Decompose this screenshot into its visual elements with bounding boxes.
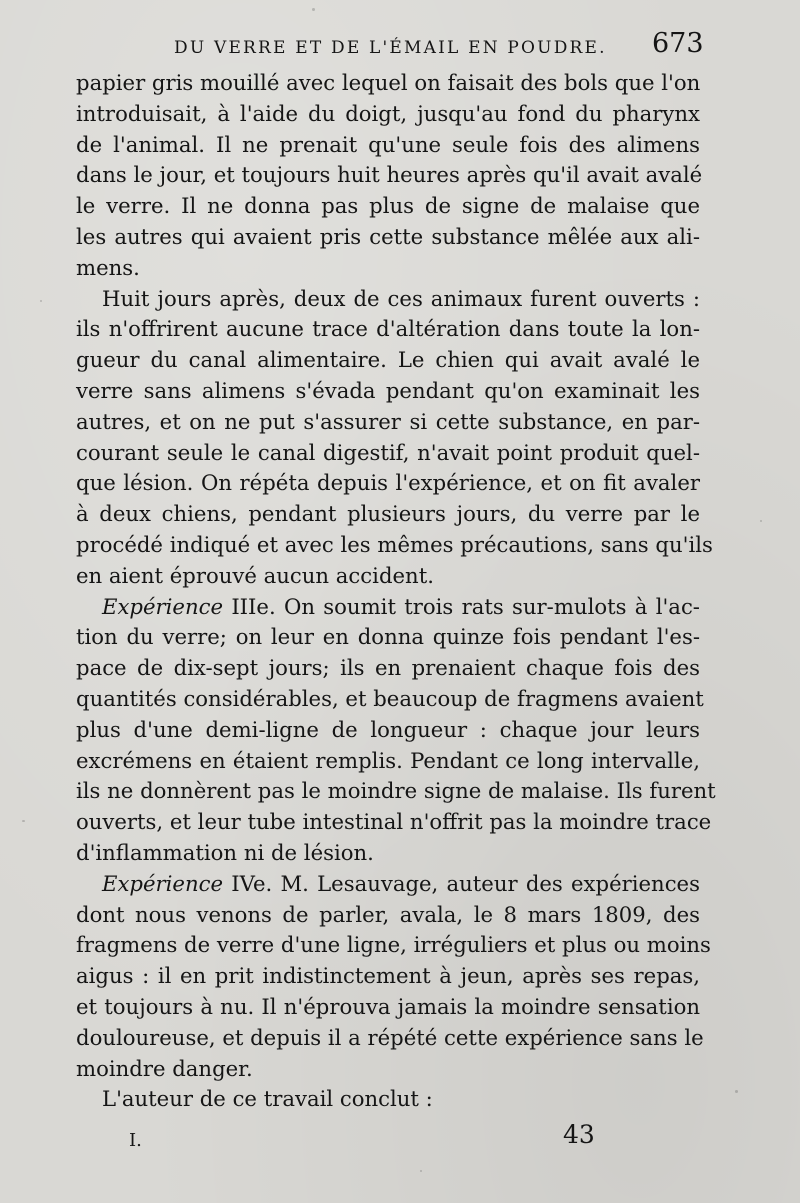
text-line: Huit jours après, deux de ces animaux furent ouverts : <box>102 285 700 311</box>
paragraph-huit-jours <box>76 284 713 592</box>
text-line: gueur du canal alimentaire. Le chien qui avait avalé le <box>76 347 700 373</box>
text-line: tion du verre; on leur en donna quinze fois pendant l'es- <box>76 624 700 650</box>
text-line: ils n'offrirent aucune trace d'altération dans toute la lon- <box>76 316 700 342</box>
paper-speck <box>22 820 25 822</box>
paper-speck <box>735 1090 738 1093</box>
text-line: verre sans alimens s'évada pendant qu'on examinait les <box>76 377 700 403</box>
text-line: ouverts, et leur tube intestinal n'offrit pas la moindre trace <box>76 809 712 835</box>
sheet-number: 43 <box>563 1120 595 1149</box>
text-line: plus d'une demi-ligne de longueur : chaque jour leurs <box>76 716 700 742</box>
paragraph-experience-3 <box>76 592 716 869</box>
running-title: DU VERRE ET DE L'ÉMAIL EN POUDRE. <box>174 38 607 58</box>
text-line: le verre. Il ne donna pas plus de signe de malaise que <box>76 193 700 219</box>
text-line: en aient éprouvé aucun accident. <box>76 562 434 588</box>
text-line: ils ne donnèrent pas le moindre signe de malaise. Ils furent <box>76 778 716 804</box>
text-line: quantités considérables, et beaucoup de fragmens avaient <box>76 685 704 711</box>
text-line: à deux chiens, pendant plusieurs jours, du verre par le <box>76 501 700 527</box>
text-line: aigus : il en prit indistinctement à jeun, après ses repas, <box>76 963 700 989</box>
signature-mark: I. <box>129 1130 142 1151</box>
page-footer <box>0 1120 800 1160</box>
text-line: mens. <box>76 254 140 280</box>
text-line: les autres qui avaient pris cette substance mêlée aux ali- <box>76 223 700 249</box>
text-line <box>76 869 700 900</box>
text-line: moindre danger. <box>76 1055 253 1081</box>
text-fragment: On soumit trois rats sur-mulots à l'ac- <box>284 593 700 619</box>
text-line: et toujours à nu. Il n'éprouva jamais la moindre sensation <box>76 993 700 1019</box>
text-line: courant seule le canal digestif, n'avait point produit quel- <box>76 439 700 465</box>
experience-ordinal: IVe. <box>231 870 273 896</box>
text-line: dans le jour, et toujours huit heures après qu'il avait avalé <box>76 162 703 188</box>
page-number: 673 <box>652 28 704 59</box>
paper-speck <box>760 520 762 522</box>
text-line <box>76 592 700 623</box>
experience-label: Expérience <box>102 870 224 896</box>
text-line: fragmens de verre d'une ligne, irréguliers et plus ou moins <box>76 932 711 958</box>
text-line: autres, et on ne put s'assurer si cette substance, en par- <box>76 408 700 434</box>
paragraph-experience-4 <box>76 869 711 1085</box>
paper-speck <box>312 8 315 11</box>
paragraph-conclusion <box>76 1084 700 1115</box>
text-line: d'inflammation ni de lésion. <box>76 839 374 865</box>
text-fragment: M. Lesauvage, auteur des expériences <box>280 870 700 896</box>
paper-speck <box>420 1170 422 1172</box>
text-line: papier gris mouillé avec lequel on faisait des bols que l'on <box>76 70 701 95</box>
text-line: que lésion. On répéta depuis l'expérience, et on fit avaler <box>76 470 700 496</box>
experience-ordinal: IIIe. <box>231 593 276 619</box>
text-line: de l'animal. Il ne prenait qu'une seule fois des alimens <box>76 131 700 157</box>
text-line: pace de dix-sept jours; ils en prenaient chaque fois des <box>76 655 700 681</box>
text-line: excrémens en étaient remplis. Pendant ce long intervalle, <box>76 747 700 773</box>
text-line: introduisait, à l'aide du doigt, jusqu'au fond du pharynx <box>76 100 700 126</box>
experience-label: Expérience <box>102 593 224 619</box>
text-line: L'auteur de ce travail conclut : <box>102 1086 433 1112</box>
body-text <box>76 68 716 1115</box>
paragraph-continuation <box>76 68 703 284</box>
paper-speck <box>40 300 42 302</box>
text-line: douloureuse, et depuis il a répété cette expérience sans le <box>76 1024 704 1050</box>
text-line: procédé indiqué et avec les mêmes précautions, sans qu'ils <box>76 531 713 557</box>
text-line: dont nous venons de parler, avala, le 8 mars 1809, des <box>76 901 700 927</box>
